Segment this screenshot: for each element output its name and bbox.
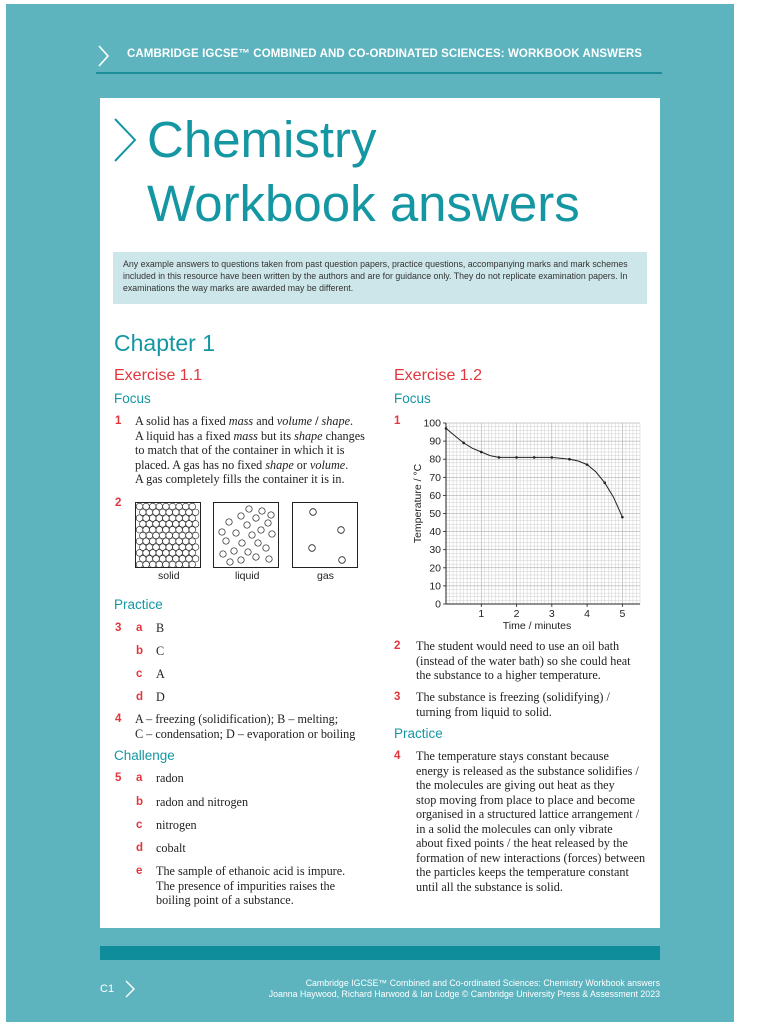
question-number: 2	[115, 497, 122, 509]
page-number: C1	[100, 983, 115, 995]
footer-bar	[100, 946, 660, 960]
x-axis-label: Time / minutes	[502, 620, 572, 630]
question-part-letter: b	[136, 796, 144, 808]
answer-line: A gas completely fills the container it is in.	[135, 472, 345, 486]
exercise-heading: Exercise 1.1	[114, 367, 203, 384]
y-tick-label: 30	[429, 544, 441, 557]
page-title: Chemistry Workbook answers	[147, 111, 580, 232]
answer-text: The student would need to use an oil bath (instead of the water bath) so she could heat the substance to a higher temperature.	[416, 639, 631, 682]
y-tick-label: 70	[429, 471, 441, 484]
answer-text: C – condensation; D – evaporation or boiling	[135, 727, 356, 741]
question-part-letter: a	[136, 772, 143, 784]
answer-text: cobalt	[156, 841, 186, 855]
y-tick-label: 50	[429, 508, 441, 520]
answer-text: A – freezing (solidification); B – melting;	[135, 712, 339, 726]
data-point	[462, 442, 465, 445]
running-header: CAMBRIDGE IGCSE™ COMBINED AND CO-ORDINATED SCIENCES: WORKBOOK ANSWERS	[127, 48, 643, 60]
question-part-letter: b	[136, 645, 144, 657]
practice-heading: Practice	[394, 726, 443, 741]
practice-heading: Practice	[114, 597, 163, 612]
question-number: 5	[115, 772, 122, 784]
question-part-letter: c	[136, 668, 143, 680]
answer-text: The substance is freezing (solidifying) / turning from liquid to solid.	[416, 690, 610, 719]
exercise-heading: Exercise 1.2	[394, 367, 483, 384]
answer-text: nitrogen	[156, 818, 197, 832]
solid-particles-diagram	[135, 502, 201, 568]
disclaimer-notice: Any example answers to questions taken from past question papers, practice questions, accompanying marks and mark schemes included in this resource have been written by the authors and are for guidance only. They do not replicate examination papers. In examinations the way marks are awarded may be different.	[113, 252, 647, 304]
y-tick-label: 90	[429, 435, 441, 448]
question-number: 4	[394, 750, 401, 762]
answer-text: The temperature stays constant because energy is released as the substance solidifies / the molecules are giving out heat as they stop moving from place to place and become organised in a structured lattice arrangement / in a solid the molecules can only vibrate about fixed points / the heat released by the formation of new interactions (forces) between the particles keeps the temperature constant until all the substance is solid.	[416, 749, 646, 894]
chart-grid	[446, 423, 640, 604]
y-tick-label: 100	[423, 417, 441, 430]
question-part-letter: d	[136, 691, 144, 703]
y-tick-label: 10	[429, 580, 441, 593]
answer-text: B	[156, 621, 165, 635]
answer-text	[135, 414, 385, 487]
question-part-letter: e	[136, 865, 143, 877]
data-point	[551, 456, 554, 459]
x-tick-label: 2	[513, 608, 520, 620]
data-point	[621, 516, 624, 519]
liquid-particles-diagram	[213, 502, 279, 568]
y-tick-label: 80	[429, 453, 441, 466]
answer-text: D	[156, 690, 165, 704]
question-part-letter: a	[136, 622, 143, 634]
header-rule	[96, 72, 662, 74]
data-point	[603, 481, 606, 484]
footer-credits: Cambridge IGCSE™ Combined and Co-ordinated Sciences: Chemistry Workbook answers Joanna Haywood, Richard Harwood & Ian Lodge © Cambridge University Press & Assessment 2023	[268, 978, 660, 999]
answer-text: C	[156, 644, 165, 658]
chevron-right-icon	[96, 44, 110, 68]
question-number: 3	[115, 622, 122, 634]
data-point	[480, 451, 483, 454]
diagram-label: solid	[158, 570, 180, 582]
y-tick-label: 0	[435, 598, 441, 611]
question-number: 3	[394, 691, 401, 703]
data-point	[568, 458, 571, 461]
question-part-letter: d	[136, 842, 144, 854]
answer-line: A liquid has a fixed mass but its shape changes	[135, 428, 365, 443]
chevron-right-icon	[112, 117, 138, 163]
y-tick-label: 60	[429, 489, 441, 502]
y-tick-label: 40	[429, 526, 441, 539]
diagram-label: gas	[317, 570, 334, 582]
question-number: 2	[394, 640, 401, 652]
answer-text: A	[156, 667, 165, 681]
question-number: 4	[115, 713, 122, 725]
answer-text: radon	[156, 771, 184, 785]
chevron-right-icon	[124, 979, 136, 999]
answer-line: placed. A gas has no fixed shape or volume.	[135, 457, 349, 472]
data-point	[445, 427, 448, 430]
answer-text: The sample of ethanoic acid is impure. The presence of impurities raises the boiling point of a substance.	[156, 864, 346, 907]
x-tick-label: 1	[478, 608, 485, 620]
question-number: 1	[115, 415, 122, 427]
focus-heading: Focus	[394, 391, 431, 406]
answer-text: radon and nitrogen	[156, 795, 249, 809]
question-part-letter: c	[136, 819, 143, 831]
diagram-label: liquid	[235, 570, 260, 582]
answer-line: to match that of the container in which it is	[135, 443, 345, 457]
data-point	[498, 456, 501, 459]
focus-heading: Focus	[114, 391, 151, 406]
data-point	[586, 463, 589, 466]
x-tick-label: 3	[548, 608, 555, 620]
data-point	[533, 456, 536, 459]
question-number: 1	[394, 415, 401, 427]
y-axis-label: Temperature / °C	[412, 463, 424, 544]
answer-line: A solid has a fixed mass and volume / shape.	[135, 414, 354, 428]
cooling-curve-chart	[408, 414, 648, 630]
gas-particles-diagram	[292, 502, 358, 568]
x-tick-label: 5	[619, 608, 626, 620]
challenge-heading: Challenge	[114, 748, 175, 763]
chapter-heading: Chapter 1	[114, 330, 216, 356]
data-point	[515, 456, 518, 459]
x-tick-label: 4	[584, 608, 591, 620]
y-tick-label: 20	[429, 562, 441, 575]
